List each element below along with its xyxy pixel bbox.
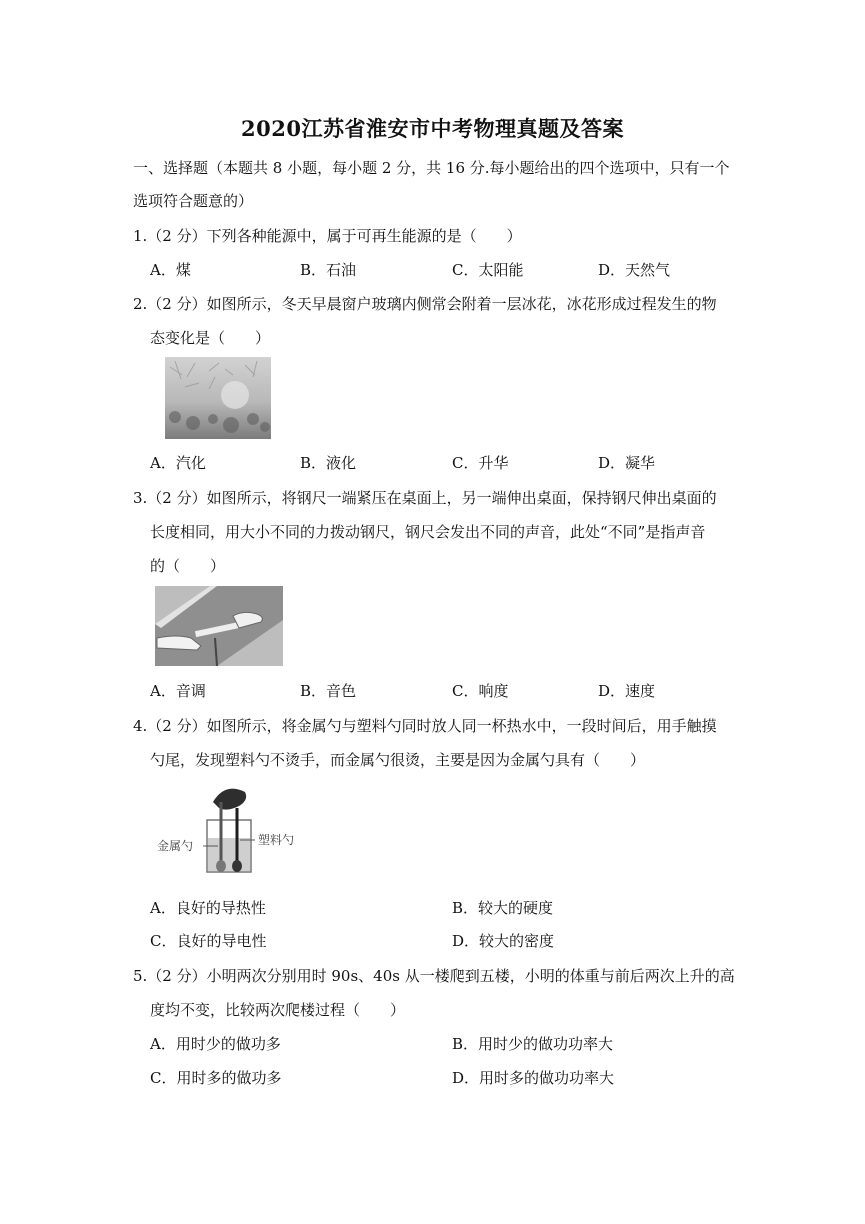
plastic-spoon-label: 塑料勺: [258, 833, 295, 847]
question-2-stem-line-2: 态变化是（ ）: [150, 329, 271, 347]
q2-option-c: C．升华: [452, 454, 509, 472]
page-title: 2020江苏省淮安市中考物理真题及答案: [241, 116, 624, 141]
q2-option-a: A．汽化: [150, 454, 206, 472]
q1-option-d: D．天然气: [598, 261, 671, 279]
q5-option-d: D．用时多的做功功率大: [452, 1069, 615, 1087]
frost-window-image: [165, 357, 271, 439]
q2-option-d: D．凝华: [598, 454, 656, 472]
question-5-stem-line-1: 5.（2 分）小明两次分别用时 90s、40s 从一楼爬到五楼，小明的体重与前后两次上升的高: [133, 967, 735, 985]
ruler-table-image: [155, 586, 283, 666]
question-3-stem-line-2: 长度相同，用大小不同的力拨动钢尺，钢尺会发出不同的声音，此处“不同”是指声音: [150, 523, 706, 541]
q1-option-c: C．太阳能: [452, 261, 524, 279]
q3-option-a: A．音调: [150, 682, 206, 700]
q3-option-b: B．音色: [300, 682, 357, 700]
q3-option-d: D．速度: [598, 682, 656, 700]
spoons-cup-image: [155, 780, 305, 876]
q5-option-a: A．用时少的做功多: [150, 1035, 281, 1053]
q2-option-b: B．液化: [300, 454, 357, 472]
q3-option-c: C．响度: [452, 682, 509, 700]
q1-option-a: A．煤: [150, 261, 191, 279]
section-heading-line-2: 选项符合题意的）: [133, 192, 254, 210]
q1-option-b: B．石油: [300, 261, 357, 279]
question-5-stem-line-2: 度均不变，比较两次爬楼过程（ ）: [150, 1001, 406, 1019]
question-3-stem-line-3: 的（ ）: [150, 557, 226, 575]
section-heading-line-1: 一、选择题（本题共 8 小题，每小题 2 分，共 16 分.每小题给出的四个选项中，只有一个: [133, 159, 730, 177]
question-4-stem-line-2: 勺尾，发现塑料勺不烫手，而金属勺很烫，主要是因为金属勺具有（ ）: [150, 751, 646, 769]
q4-option-d: D．较大的密度: [452, 932, 555, 950]
q4-option-a: A．良好的导热性: [150, 899, 266, 917]
metal-spoon-label: 金属勺: [157, 839, 194, 853]
q4-option-b: B．较大的硬度: [452, 899, 554, 917]
q5-option-b: B．用时少的做功功率大: [452, 1035, 614, 1053]
q4-option-c: C．良好的导电性: [150, 932, 267, 950]
q5-option-c: C．用时多的做功多: [150, 1069, 282, 1087]
question-3-stem-line-1: 3.（2 分）如图所示，将钢尺一端紧压在桌面上，另一端伸出桌面，保持钢尺伸出桌面的: [133, 489, 717, 507]
question-2-stem-line-1: 2.（2 分）如图所示，冬天早晨窗户玻璃内侧常会附着一层冰花，冰花形成过程发生的物: [133, 295, 717, 313]
question-4-stem-line-1: 4.（2 分）如图所示，将金属勺与塑料勺同时放人同一杯热水中，一段时间后，用手触摸: [133, 717, 717, 735]
question-1-stem: 1.（2 分）下列各种能源中，属于可再生能源的是（ ）: [133, 227, 522, 245]
